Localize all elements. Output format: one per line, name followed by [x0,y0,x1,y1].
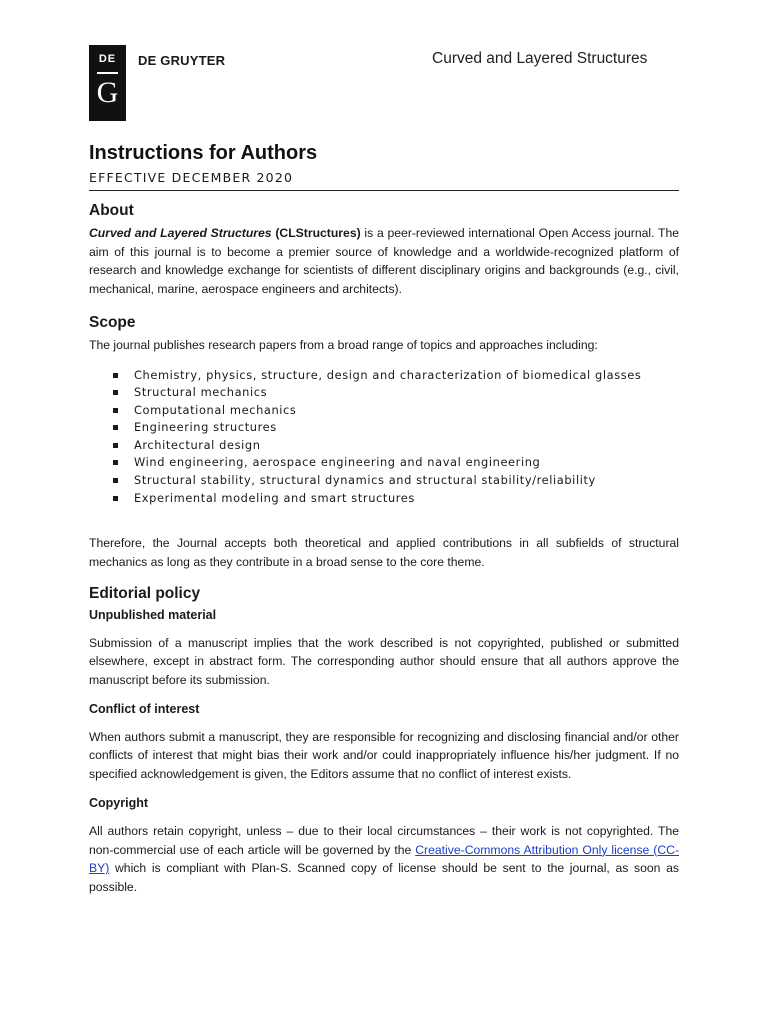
list-item-text: Chemistry, physics, structure, design and characterization of biomedical glasses [134,367,642,382]
logo-g-letter: G [96,76,119,109]
unpublished-heading: Unpublished material [89,607,217,622]
about-heading: About [89,202,134,219]
list-item-text: Computational mechanics [134,402,297,417]
list-item [113,402,679,420]
bullet-icon [113,443,118,448]
editorial-heading: Editorial policy [89,584,201,602]
list-item-text: Structural stability, structural dynamics and structural stability/reliability [134,473,596,488]
list-item [113,367,679,385]
list-item [113,419,679,437]
unpublished-text: Submission of a manuscript implies that the work described is not copyrighted, published or submitted elsewhere, except in abstract form. The corresponding author should ensure that all authors approve the manuscript before its submission. [89,635,679,688]
list-item [113,437,679,455]
bullet-icon [113,496,118,501]
de-gruyter-logo [89,45,126,121]
copyright-heading: Copyright [89,795,149,810]
bullet-icon [113,408,118,413]
conflict-heading: Conflict of interest [89,701,200,716]
effective-date: EFFECTIVE DECEMBER 2020 [89,169,679,191]
about-abbrev: (CLStructures) [275,226,361,240]
copyright-text-b: which is compliant with Plan-S. Scanned copy of license should be sent to the journal, as soon as possible. [89,861,679,894]
about-journal-name: Curved and Layered Structures [89,226,272,240]
copyright-text [89,822,679,897]
list-item-text: Architectural design [134,437,261,452]
journal-title-header: Curved and Layered Structures [432,50,648,67]
logo-de-text: DE [98,53,117,65]
list-item [113,454,679,472]
copyright-text-a: All authors retain copyright, unless – due to their local circumstances – their work is not copyrighted. The non-commercial use of each article will be governed by the [89,823,679,857]
page-title: Instructions for Authors [89,142,318,164]
cc-by-license-link[interactable]: Creative-Commons Attribution Only license (CC-BY) [89,842,680,876]
logo-divider [97,72,118,74]
document-body [89,140,679,897]
bullet-icon [113,425,118,430]
about-text: is a peer-reviewed international Open Access journal. The aim of this journal is to become a premier source of knowledge and a worldwide-recognized platform of research and knowledge exchange for scientists of different disciplinary origins and backgrounds (e.g., civil, mechanical, marine, aerospace engineers and architects). [89,226,679,297]
scope-heading: Scope [89,313,136,331]
scope-intro: The journal publishes research papers from a broad range of topics and approaches including: [89,337,598,352]
scope-outro: Therefore, the Journal accepts both theoretical and applied contributions in all subfields of structural mechanics as long as they contribute in a broad sense to the core theme. [89,536,679,569]
list-item [113,472,679,490]
bullet-icon [113,478,118,483]
list-item [113,384,679,402]
list-item [113,490,679,508]
list-item-text: Experimental modeling and smart structures [134,490,415,505]
scope-list [89,367,679,508]
bullet-icon [113,460,118,465]
publisher-name: DE GRUYTER [138,53,226,68]
bullet-icon [113,373,118,378]
bullet-icon [113,390,118,395]
list-item-text: Structural mechanics [134,385,268,400]
conflict-text: When authors submit a manuscript, they are responsible for recognizing and disclosing financial and/or other conflicts of interest that might bias their work and/or could inappropriately influence his/her judgment. If no specified acknowledgement is given, the Editors assume that no conflict of interest exists. [89,729,679,782]
about-paragraph [89,224,679,299]
list-item-text: Wind engineering, aerospace engineering and naval engineering [134,455,541,470]
list-item-text: Engineering structures [134,420,277,435]
